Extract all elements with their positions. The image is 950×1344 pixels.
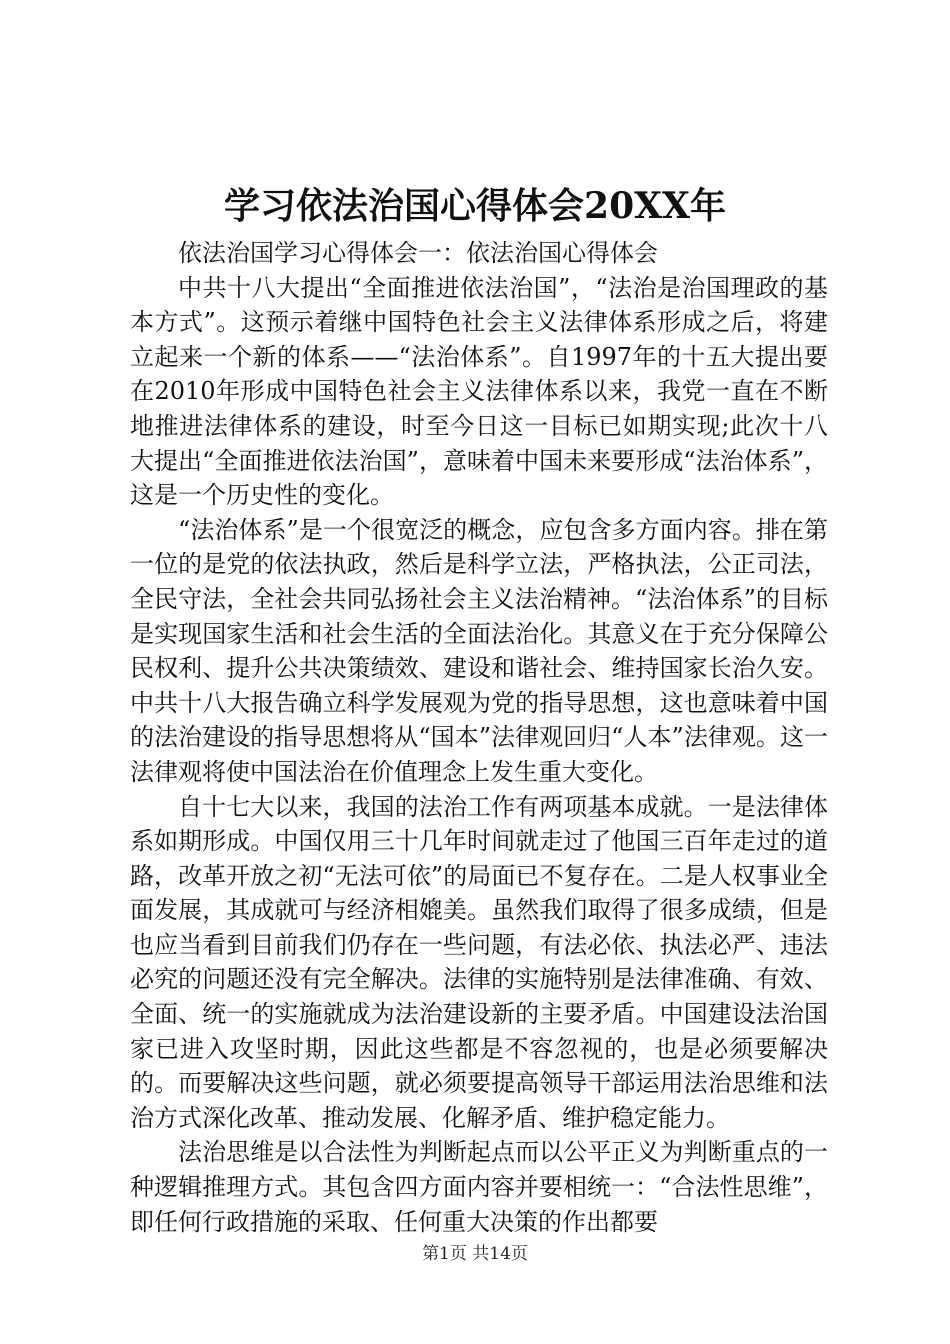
document-title: 学习依法治国心得体会20XX年 (224, 185, 726, 227)
paragraph: 中共十八大提出“全面推进依法治国”，“法治是治国理政的基本方式”。这预示着继中国特色社会主义法律体系形成之后，将建立起来一个新的体系——“法治体系”。自1997年的十五大提出要在2010年形成中国特色社会主义法律体系以来，我党一直在不断地推进法律体系的建设，时至今日这一目标已如期实现;此次十八大提出“全面推进依法治国”，意味着中国未来要形成“法治体系”，这是一个历史性的变化。 (130, 273, 828, 510)
paragraph: 自十七大以来，我国的法治工作有两项基本成就。一是法律体系如期形成。中国仅用三十几年时间就走过了他国三百年走过的道路，改革开放之初“无法可依”的局面已不复存在。二是人权事业全面发展，其成就可与经济相媲美。虽然我们取得了很多成绩，但是也应当看到目前我们仍存在一些问题，有法必依、执法必严、违法必究的问题还没有完全解决。法律的实施特别是法律准确、有效、全面、统一的实施就成为法治建设新的主要矛盾。中国建设法治国家已进入攻坚时期，因此这些都是不容忽视的，也是必须要解决的。而要解决这些问题，就必须要提高领导干部运用法治思维和法治方式深化改革、推动发展、化解矛盾、维护稳定能力。 (130, 792, 828, 1132)
paragraph-subtitle: 依法治国学习心得体会一：依法治国心得体会 (178, 239, 658, 267)
paragraph: 法治思维是以合法性为判断起点而以公平正义为判断重点的一种逻辑推理方式。其包含四方面内容并要相统一：“合法性思维”，即任何行政措施的采取、任何重大决策的作出都要 (130, 1138, 828, 1236)
document-body (130, 236, 828, 1239)
paragraph: “法治体系”是一个很宽泛的概念，应包含多方面内容。排在第一位的是党的依法执政，然后是科学立法，严格执法，公正司法，全民守法，全社会共同弘扬社会主义法治精神。“法治体系”的目标是实现国家生活和社会生活的全面法治化。其意义在于充分保障公民权利、提升公共决策绩效、建设和谐社会、维持国家长治久安。中共十八大报告确立科学发展观为党的指导思想，这也意味着中国的法治建设的指导思想将从“国本”法律观回归“人本”法律观。这一法律观将使中国法治在价值理念上发生重大变化。 (130, 515, 828, 786)
page-number-footer: 第1页 共14页 (422, 1244, 528, 1264)
